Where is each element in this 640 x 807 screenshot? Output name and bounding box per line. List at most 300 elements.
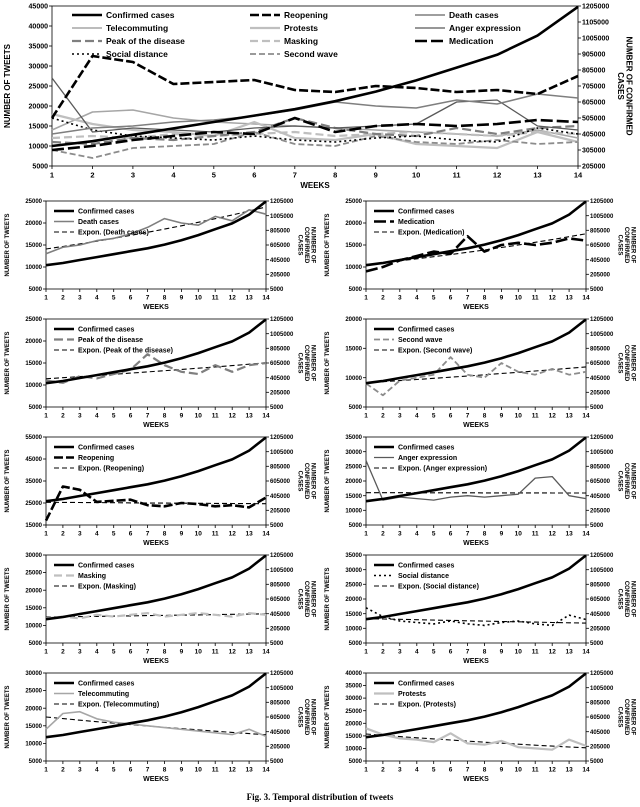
left-axis [345,199,366,293]
svg-text:14: 14 [582,412,590,420]
svg-text:605000: 605000 [582,99,606,107]
svg-text:605000: 605000 [590,243,611,250]
svg-text:305000: 305000 [582,147,606,155]
svg-text:1205000: 1205000 [590,553,614,560]
svg-text:Confirmed cases: Confirmed cases [78,680,135,688]
svg-text:7: 7 [465,412,470,420]
svg-text:8: 8 [482,648,487,656]
svg-text:13: 13 [565,412,573,420]
svg-text:2: 2 [381,766,385,774]
right-axis [266,671,294,765]
right-axis [586,317,614,411]
small-chart-death-cases [0,196,320,314]
svg-text:1: 1 [364,766,368,774]
svg-text:5000: 5000 [590,641,604,648]
svg-text:1205000: 1205000 [590,671,614,678]
svg-text:Reopening: Reopening [78,454,115,462]
small-chart-second-wave [320,314,640,432]
svg-text:5: 5 [211,170,216,180]
svg-text:14: 14 [573,170,583,180]
svg-text:14: 14 [262,648,270,656]
svg-text:Peak of the disease: Peak of the disease [78,336,143,344]
svg-text:8: 8 [162,530,167,538]
svg-text:4: 4 [414,412,419,420]
svg-text:Expon. (Protests): Expon. (Protests) [398,701,456,709]
svg-text:Second wave: Second wave [398,336,443,344]
svg-text:5: 5 [431,648,436,656]
svg-text:12: 12 [228,294,236,302]
svg-text:25000: 25000 [345,199,362,206]
svg-text:4: 4 [94,648,99,656]
left-axis [345,671,366,765]
svg-text:1005000: 1005000 [270,331,294,338]
svg-text:30000: 30000 [345,696,362,703]
svg-text:Expon. (Social distance): Expon. (Social distance) [398,583,479,591]
svg-text:1005000: 1005000 [590,331,614,338]
svg-text:6: 6 [252,170,257,180]
svg-text:12: 12 [548,412,556,420]
small-chart-telecommuting-svg [0,668,320,786]
svg-text:Protests: Protests [398,690,427,698]
svg-text:25000: 25000 [345,464,362,471]
svg-text:35000: 35000 [28,43,48,51]
left-axis-label: NUMBER OF TWEETS [5,331,11,395]
svg-text:8: 8 [162,412,167,420]
svg-text:25000: 25000 [25,199,42,206]
svg-text:5000: 5000 [270,405,284,412]
svg-text:8: 8 [482,530,487,538]
svg-text:35000: 35000 [345,435,362,442]
svg-text:1205000: 1205000 [590,435,614,442]
svg-text:15000: 15000 [25,361,42,368]
svg-text:605000: 605000 [270,479,291,486]
svg-text:505000: 505000 [582,115,606,123]
svg-text:405000: 405000 [590,375,611,382]
svg-text:6: 6 [448,530,453,538]
svg-text:12: 12 [548,648,556,656]
svg-text:9: 9 [179,412,184,420]
svg-text:Social distance: Social distance [106,48,168,59]
svg-text:2: 2 [381,648,385,656]
svg-text:805000: 805000 [270,346,291,353]
svg-text:Confirmed cases: Confirmed cases [398,208,455,216]
svg-text:13: 13 [245,530,253,538]
svg-text:5: 5 [111,294,116,302]
right-axis [586,553,614,647]
svg-text:55000: 55000 [25,435,42,442]
small-chart-social_distance-svg [320,550,640,668]
svg-text:805000: 805000 [270,700,291,707]
left-axis-label: NUMBER OF TWEETS [5,449,11,513]
svg-text:1005000: 1005000 [270,213,294,220]
svg-text:5000: 5000 [348,759,362,766]
svg-text:5000: 5000 [348,523,362,530]
svg-text:2: 2 [61,294,65,302]
svg-text:20000: 20000 [345,221,362,228]
svg-text:12: 12 [548,766,556,774]
svg-text:12: 12 [228,766,236,774]
svg-text:1: 1 [44,530,48,538]
svg-text:14: 14 [582,530,590,538]
svg-text:20000: 20000 [25,706,42,713]
svg-text:5000: 5000 [348,641,362,648]
svg-text:1205000: 1205000 [270,317,294,324]
x-axis [44,761,270,783]
svg-text:Protests: Protests [284,22,319,33]
svg-text:35000: 35000 [25,479,42,486]
svg-text:3: 3 [77,412,82,420]
svg-text:1: 1 [44,648,48,656]
x-axis [44,289,270,311]
svg-text:30000: 30000 [345,449,362,456]
svg-text:25000: 25000 [28,83,48,91]
svg-text:5000: 5000 [270,523,284,530]
svg-text:5: 5 [431,412,436,420]
svg-text:25000: 25000 [25,570,42,577]
svg-text:7: 7 [292,170,297,180]
svg-text:10: 10 [514,412,522,420]
svg-text:4: 4 [414,294,419,302]
svg-text:7: 7 [145,412,150,420]
x-axis [364,525,590,547]
left-axis-label: NUMBER OF TWEETS [325,449,331,513]
left-axis [25,435,46,529]
svg-text:6: 6 [448,294,453,302]
svg-text:5000: 5000 [590,523,604,530]
svg-text:2: 2 [381,530,385,538]
svg-text:10: 10 [194,294,202,302]
svg-text:1: 1 [44,766,48,774]
right-axis [266,317,294,411]
svg-text:10000: 10000 [345,375,362,382]
svg-text:10: 10 [194,648,202,656]
x-axis [364,289,590,311]
left-axis [25,553,46,647]
svg-text:5: 5 [431,294,436,302]
svg-text:6: 6 [448,648,453,656]
svg-text:9: 9 [179,530,184,538]
svg-text:1205000: 1205000 [270,199,294,206]
svg-text:12: 12 [548,294,556,302]
svg-text:5000: 5000 [348,287,362,294]
svg-text:Confirmed cases: Confirmed cases [398,562,455,570]
svg-text:11: 11 [211,766,219,774]
svg-text:405000: 405000 [270,493,291,500]
svg-text:20000: 20000 [25,339,42,346]
svg-text:1205000: 1205000 [590,317,614,324]
svg-text:Expon. (Reopening): Expon. (Reopening) [78,465,145,473]
right-axis-label: NUMBER OFCONFIRMEDCASES [616,698,636,736]
svg-text:Masking: Masking [284,35,319,46]
svg-text:605000: 605000 [590,597,611,604]
svg-text:13: 13 [245,648,253,656]
left-axis [25,317,46,411]
small-chart-anger-expression [320,432,640,550]
x-axis [44,525,270,547]
svg-text:1205000: 1205000 [270,435,294,442]
svg-text:1005000: 1005000 [590,567,614,574]
svg-text:1: 1 [364,412,368,420]
svg-text:10: 10 [194,766,202,774]
small-chart-peak_of_disease-svg [0,314,320,432]
svg-text:Confirmed cases: Confirmed cases [78,208,135,216]
right-axis-label: NUMBER OFCONFIRMEDCASES [296,462,316,500]
svg-text:14: 14 [262,766,270,774]
right-axis [578,3,609,170]
svg-text:805000: 805000 [270,464,291,471]
right-axis-label: NUMBER OFCONFIRMEDCASES [296,580,316,618]
svg-text:15000: 15000 [25,243,42,250]
svg-text:9: 9 [499,530,504,538]
right-axis [586,435,614,529]
svg-text:10: 10 [194,412,202,420]
svg-text:9: 9 [499,412,504,420]
svg-text:30000: 30000 [25,553,42,560]
svg-text:205000: 205000 [590,272,611,279]
right-axis-label: NUMBER OFCONFIRMEDCASES [616,462,636,500]
svg-text:14: 14 [262,294,270,302]
svg-text:15000: 15000 [345,493,362,500]
svg-text:1205000: 1205000 [590,199,614,206]
svg-text:1: 1 [364,530,368,538]
svg-text:Social distance: Social distance [398,572,449,580]
svg-text:25000: 25000 [25,501,42,508]
svg-text:Expon. (Medication): Expon. (Medication) [398,229,465,237]
left-axis-label: NUMBER OF TWEETS [325,685,331,749]
svg-text:7: 7 [145,648,150,656]
svg-text:7: 7 [145,530,150,538]
svg-text:11: 11 [452,170,461,180]
svg-text:11: 11 [211,648,219,656]
svg-text:10000: 10000 [345,508,362,515]
x-axis-label: WEEKS [143,422,169,429]
svg-text:Confirmed cases: Confirmed cases [106,9,175,20]
svg-text:11: 11 [531,530,539,538]
svg-text:Anger expression: Anger expression [449,22,521,33]
svg-text:7: 7 [465,766,470,774]
svg-text:Medication: Medication [449,35,494,46]
svg-text:13: 13 [565,294,573,302]
svg-text:25000: 25000 [25,317,42,324]
svg-text:1205000: 1205000 [270,671,294,678]
svg-text:6: 6 [448,412,453,420]
svg-text:15000: 15000 [345,734,362,740]
svg-text:405000: 405000 [270,375,291,382]
left-axis-label: NUMBER OF TWEETS [325,213,331,277]
svg-text:205000: 205000 [270,390,291,397]
svg-text:4: 4 [414,648,419,656]
svg-text:805000: 805000 [590,464,611,471]
svg-text:9: 9 [499,294,504,302]
x-axis-label: WEEKS [463,776,489,783]
svg-text:3: 3 [397,530,402,538]
x-axis-label: WEEKS [463,304,489,311]
svg-text:605000: 605000 [590,479,611,486]
svg-text:605000: 605000 [590,715,611,722]
svg-text:30000: 30000 [28,63,48,71]
svg-text:13: 13 [533,170,542,180]
x-axis-label: WEEKS [300,181,330,190]
svg-text:2: 2 [61,530,65,538]
svg-text:20000: 20000 [28,103,48,111]
svg-text:Expon. (Telecommuting): Expon. (Telecommuting) [78,701,160,709]
svg-text:Reopening: Reopening [284,9,328,20]
svg-text:15000: 15000 [345,346,362,353]
svg-text:10: 10 [514,766,522,774]
small-chart-medication [320,196,640,314]
svg-text:205000: 205000 [590,626,611,633]
svg-text:5000: 5000 [270,641,284,648]
svg-text:205000: 205000 [590,390,611,397]
svg-text:8: 8 [482,412,487,420]
svg-text:5000: 5000 [28,759,42,766]
svg-text:9: 9 [179,648,184,656]
svg-text:13: 13 [245,766,253,774]
svg-text:805000: 805000 [270,228,291,235]
svg-text:405000: 405000 [270,729,291,736]
svg-text:5000: 5000 [28,287,42,294]
svg-text:10: 10 [412,170,421,180]
right-axis-label: NUMBER OFCONFIRMEDCASES [616,344,636,382]
x-axis-label: WEEKS [463,658,489,665]
right-axis-label: NUMBER OF CONFIRMEDCASES [615,36,634,136]
svg-text:405000: 405000 [270,611,291,618]
svg-text:Death cases: Death cases [449,9,499,20]
svg-text:1: 1 [364,648,368,656]
svg-text:45000: 45000 [28,3,48,11]
svg-text:3: 3 [397,412,402,420]
svg-text:405000: 405000 [590,611,611,618]
svg-text:10000: 10000 [25,741,42,748]
right-axis-label: NUMBER OFCONFIRMEDCASES [616,580,636,618]
svg-text:8: 8 [333,170,338,180]
svg-text:205000: 205000 [590,744,611,751]
main-chart-svg [0,0,640,196]
svg-text:13: 13 [565,530,573,538]
svg-text:9: 9 [179,294,184,302]
svg-text:5: 5 [431,530,436,538]
svg-text:5000: 5000 [590,759,604,766]
svg-text:805000: 805000 [590,346,611,353]
svg-text:1: 1 [49,170,55,180]
svg-text:805000: 805000 [270,582,291,589]
svg-text:35000: 35000 [345,683,362,690]
svg-text:13: 13 [565,766,573,774]
svg-text:30000: 30000 [345,567,362,574]
svg-text:15000: 15000 [345,243,362,250]
svg-text:5: 5 [111,648,116,656]
main-chart [0,0,640,196]
svg-text:14: 14 [262,412,270,420]
svg-text:3: 3 [77,294,82,302]
svg-text:Telecommuting: Telecommuting [78,690,130,698]
svg-text:20000: 20000 [345,479,362,486]
svg-text:Death cases: Death cases [78,218,119,226]
svg-text:1: 1 [364,294,368,302]
x-axis-label: WEEKS [143,304,169,311]
small-charts-grid [0,196,640,786]
svg-text:905000: 905000 [582,51,606,59]
svg-text:4: 4 [414,766,419,774]
right-axis-label: NUMBER OFCONFIRMEDCASES [296,344,316,382]
svg-text:3: 3 [77,530,82,538]
svg-text:13: 13 [245,412,253,420]
svg-text:5000: 5000 [270,759,284,766]
right-axis [586,199,614,293]
svg-text:Expon. (Anger expression): Expon. (Anger expression) [398,465,488,473]
svg-text:1: 1 [44,294,48,302]
svg-text:405000: 405000 [582,131,606,139]
svg-text:13: 13 [245,294,253,302]
small-chart-death_cases-svg [0,196,320,314]
left-axis [345,435,366,529]
svg-text:605000: 605000 [270,243,291,250]
x-axis-label: WEEKS [143,540,169,547]
svg-text:3: 3 [397,648,402,656]
svg-text:10000: 10000 [25,623,42,630]
svg-text:12: 12 [492,170,502,180]
svg-text:9: 9 [499,766,504,774]
small-chart-protests-svg [320,668,640,786]
left-axis [345,317,366,411]
svg-text:10000: 10000 [25,383,42,390]
svg-text:40000: 40000 [345,671,362,678]
svg-text:205000: 205000 [270,508,291,515]
svg-text:605000: 605000 [270,715,291,722]
svg-text:2: 2 [61,412,65,420]
svg-text:6: 6 [128,648,133,656]
x-axis-label: WEEKS [143,658,169,665]
svg-text:605000: 605000 [590,361,611,368]
svg-text:15000: 15000 [25,723,42,730]
svg-text:Anger expression: Anger expression [398,454,458,462]
x-axis [50,166,583,190]
svg-text:7: 7 [465,294,470,302]
svg-text:10: 10 [514,530,522,538]
svg-text:5000: 5000 [590,287,604,294]
svg-text:7: 7 [145,766,150,774]
svg-text:Expon. (Masking): Expon. (Masking) [78,583,136,591]
svg-text:10000: 10000 [345,746,362,753]
svg-text:705000: 705000 [582,83,606,91]
svg-text:10: 10 [514,648,522,656]
svg-text:5000: 5000 [270,287,284,294]
svg-text:Masking: Masking [78,572,107,580]
svg-text:Confirmed cases: Confirmed cases [398,444,455,452]
small-chart-protests [320,668,640,786]
svg-text:4: 4 [414,530,419,538]
svg-text:3: 3 [77,648,82,656]
left-axis-label: NUMBER OF TWEETS [3,44,12,128]
svg-text:Expon. (Peak of the disease): Expon. (Peak of the disease) [78,347,173,355]
right-axis [586,671,614,765]
right-axis-label: NUMBER OFCONFIRMEDCASES [296,698,316,736]
svg-text:Confirmed cases: Confirmed cases [398,680,455,688]
svg-text:1005000: 1005000 [582,35,610,43]
svg-text:15000: 15000 [25,523,42,530]
svg-text:205000: 205000 [270,626,291,633]
svg-text:Telecommuting: Telecommuting [106,22,169,33]
svg-text:2: 2 [90,170,95,180]
svg-text:405000: 405000 [270,257,291,264]
x-axis-label: WEEKS [463,422,489,429]
svg-text:12: 12 [548,530,556,538]
left-axis [25,671,46,765]
svg-text:10: 10 [194,530,202,538]
svg-text:2: 2 [381,294,385,302]
left-axis-label: NUMBER OF TWEETS [5,213,11,277]
svg-text:8: 8 [162,648,167,656]
